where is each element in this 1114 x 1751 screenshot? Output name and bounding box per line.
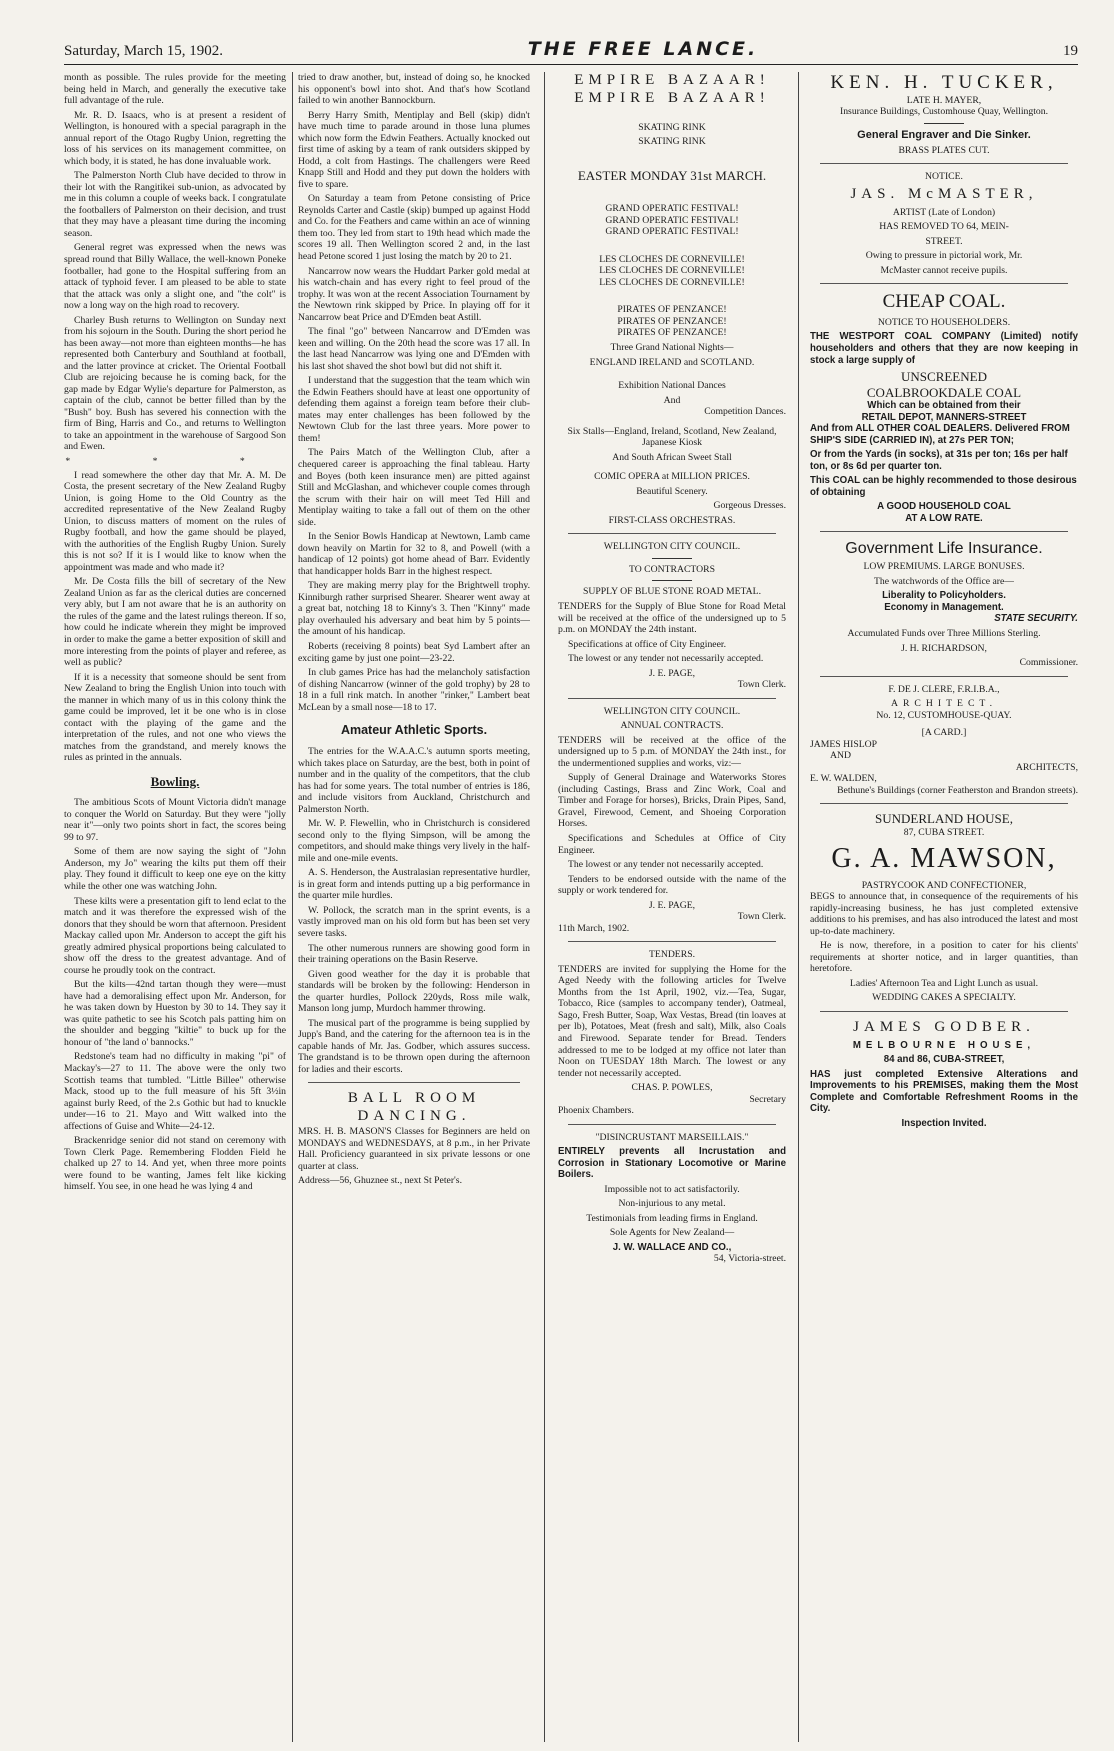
ad-line: LES CLOCHES DE CORNEVILLE! [599, 253, 745, 265]
paragraph: W. Pollock, the scratch man in the sprint events, is a vastly improved man on his old form but has been set very severe tasks. [298, 904, 530, 939]
ad-line: LES CLOCHES DE CORNEVILLE! [599, 265, 745, 277]
ad-line: Beautiful Scenery. [636, 485, 708, 497]
paragraph: Roberts (receiving 8 points) beat Syd Lambert after an exciting game by just one point—23-22. [298, 640, 530, 664]
divider [652, 580, 692, 581]
paragraph: In the Senior Bowls Handicap at Newtown, Lamb came down heavily on Martin for 32 to 8, and Powell (with a handicap of 12 points) got home ahead of Barr. Evidently that handicapper holds Barr in the highest respect. [298, 531, 530, 577]
divider [820, 1011, 1068, 1012]
divider [820, 163, 1068, 164]
ad-line: HAS REMOVED TO 64, MEIN- [879, 221, 1009, 233]
notice-address: Phoenix Chambers. [558, 1105, 634, 1117]
ad-address: Address—56, Ghuznee st., next St Peter's. [298, 1175, 462, 1187]
ad-government-insurance [810, 539, 1078, 668]
divider [820, 531, 1068, 532]
column-bowling-athletics [298, 72, 530, 1742]
notice-text: Specifications at office of City Engineer. [568, 638, 727, 650]
ad-line: Competition Dances. [704, 406, 786, 418]
ad-line: ARTIST (Late of London) [892, 206, 996, 218]
ad-line: WEDDING CAKES A SPECIALTY. [872, 992, 1016, 1004]
paragraph: The other numerous runners are showing good form in their training operations on the Basin Reserve. [298, 942, 530, 966]
paragraph: The final "go" between Nancarrow and D'Emden was keen and willing. On the 20th head the score was 17 all. In the last head Nancarrow was lying one and D'Emden with his last shot shaved the shot bowl but did not shift it. [298, 326, 530, 372]
divider [820, 283, 1068, 284]
ad-line: Impossible not to act satisfactorily. [604, 1183, 740, 1195]
notice-heading: ANNUAL CONTRACTS. [620, 720, 724, 732]
ad-line: AND [830, 750, 851, 762]
ad-line: E. W. WALDEN, [810, 773, 877, 785]
page-number: 19 [1063, 43, 1078, 59]
ad-line: COALBROOKDALE COAL [866, 384, 1022, 400]
paragraph: Mr. De Costa fills the bill of secretary of the New Zealand Union as far as the clerical duties are concerned very ably, but I am not aware that he is an authority on the rules of the game and the latest rulings thereon. If so, how could he indicate wherein they might be improved in order to make the game a better exposition of skill and more interesting from the points of player and referee, as well as public? [64, 576, 286, 669]
column-notices [558, 72, 786, 1742]
newspaper-title: THE FREE LANCE. [527, 38, 759, 60]
divider [568, 698, 776, 699]
ad-heading: Government Life Insurance. [845, 540, 1043, 558]
ad-heading: F. DE J. CLERE, F.R.I.B.A., [888, 683, 1000, 695]
signatory: J. E. PAGE, [648, 667, 696, 679]
column-advertisements [810, 72, 1078, 1742]
ad-heading: KEN. H. TUCKER, [830, 72, 1058, 93]
ad-ballroom-dancing [298, 1090, 530, 1186]
ad-heading: EMPIRE BAZAAR! [574, 89, 770, 106]
ad-line: And South African Sweet Stall [612, 451, 732, 463]
ad-heading: G. A. MAWSON, [831, 843, 1057, 875]
ad-text: THE WESTPORT COAL COMPANY (Limited) notify householders and others that they are now keeping in stock a large supply of [810, 331, 1078, 366]
ad-line: LOW PREMIUMS. LARGE BONUSES. [863, 561, 1025, 573]
ad-line: Commissioner. [1019, 657, 1078, 669]
paragraph: Mr. R. D. Isaacs, who is at present a resident of Wellington, is honoured with a special paragraph in the annual report of the Otago Rugby Union, regretting the loss of his services on its management committee, on which body, it is stated, he has done invaluable work. [64, 109, 286, 167]
notice-heading: WELLINGTON CITY COUNCIL. [603, 705, 741, 717]
paragraph: I read somewhere the other day that Mr. A. M. De Costa, the present secretary of the New Zealand Rugby Union, is going Home to the Old Country as the accredited representative of the New Zealand Rugby Union, to discuss matters of moment on the rules of Rugby football, and how the game should be played, with the authorities of the English Rugby Union. Surely this is not so? If it is I would like to know when the appointment was made and who made it? [64, 469, 286, 573]
ad-line: AT A LOW RATE. [905, 512, 983, 524]
ad-line: Sole Agents for New Zealand— [609, 1227, 735, 1239]
paragraph: These kilts were a presentation gift to lend eclat to the match and it was therefore the expressed wish of the donors that they should be worn that afternoon. President Mackay called upon Mr. Anderson to accept the gift his greatly admired physical proportions being calculated to show off the dress to the greatest advantage. And of course he proudly took on the contract. [64, 895, 286, 976]
notice-text: Supply of General Drainage and Waterworks Stores (including Castings, Brass and Zinc Work, Coal and Timber and Forage for horses), Bricks, Drain Pipes, Sand, Gravel, Firewood, Cement, and Shoeing Corporation Horses. [558, 772, 786, 830]
divider [568, 941, 776, 942]
ad-line: Gorgeous Dresses. [713, 500, 786, 512]
ad-heading: CHEAP COAL. [882, 291, 1006, 313]
signatory: J. E. PAGE, [648, 899, 696, 911]
paragraph: Mr. W. P. Flewellin, who in Christchurch is considered second only to the flying Simpson, will be among the competitors, and should make things very lively in the half-mile and one-mile events. [298, 818, 530, 864]
ad-line: 54, Victoria-street. [713, 1253, 786, 1265]
ad-line: SKATING RINK [638, 136, 706, 148]
ad-line: PASTRYCOOK AND CONFECTIONER, [861, 879, 1027, 891]
paragraph: On Saturday a team from Petone consisting of Price Reynolds Carter and Castle (skip) bumped up against Hodd and Co. for the Feathers and came within an ace of winning them too. They led from start to 19th head which made the scores 19 all. Then Wellington scored 2 and, in the last head Petone scored 1 just losing the match by 20 to 21. [298, 193, 530, 262]
ad-line: Owing to pressure in pictorial work, Mr. [865, 250, 1023, 262]
ad-line: Economy in Management. [884, 601, 1004, 613]
ad-line: Inspection Invited. [901, 1118, 987, 1130]
ad-line: COMIC OPERA at MILLION PRICES. [594, 471, 750, 483]
signatory: CHAS. P. POWLES, [631, 1082, 713, 1094]
ad-line: Three Grand National Nights— [610, 342, 734, 353]
paragraph: The entries for the W.A.A.C.'s autumn sports meeting, which takes place on Saturday, are the best, both in point of number and in the quality of the competitors, that the club has had for some years. The total number of entries is 186, and include visitors from Auckland, Christchurch and Palmerston North. [298, 746, 530, 815]
divider [924, 123, 964, 124]
notice-heading: TENDERS. [648, 949, 695, 961]
divider [820, 676, 1068, 677]
ad-line: JAMES HISLOP [810, 738, 878, 750]
ad-mawson [810, 811, 1078, 1004]
ad-line: [A CARD.] [921, 727, 967, 739]
ad-line: LATE H. MAYER, [906, 94, 982, 106]
ad-heading: JAMES GODBER. [853, 1018, 1035, 1035]
ad-line: STATE SECURITY. [994, 613, 1078, 625]
notice-heading: TO CONTRACTORS [628, 563, 716, 575]
section-break: * * * [65, 456, 285, 467]
notice-date: 11th March, 1902. [558, 922, 630, 934]
ad-line: RETAIL DEPOT, MANNERS-STREET [861, 411, 1027, 423]
ad-line: Ladies' Afternoon Tea and Light Lunch as usual. [849, 977, 1039, 989]
ad-line: J. W. WALLACE AND CO., [612, 1241, 732, 1253]
column-football-bowling [64, 72, 286, 1742]
paragraph: Berry Harry Smith, Mentiplay and Bell (skip) didn't have much time to parade around in those luna plumes which now form the Edwin Feathers. Actually knocked out first time of asking by a team of rank outsiders skipped by Hodd, a colt from Hastings. The challengers were Reed Knapp Still and Hodd and they put down the holders with five to spare. [298, 109, 530, 190]
signatory-title: Town Clerk. [737, 679, 786, 691]
ad-line: General Engraver and Die Sinker. [857, 128, 1031, 141]
ad-line: BRASS PLATES CUT. [898, 144, 990, 156]
ad-line: Insurance Buildings, Customhouse Quay, Wellington. [839, 106, 1049, 118]
ad-line: Accumulated Funds over Three Millions Sterling. [847, 627, 1041, 639]
paragraph: A. S. Henderson, the Australasian representative hurdler, is in great form and intends putting up a big performance in the quarter mile hurdles. [298, 867, 530, 902]
notice-text: TENDERS are invited for supplying the Home for the Aged Needy with the following articles for Twelve Months from the 1st April, 1902, viz.—Tea, Sugar, Tobacco, Rice (samples to accompany tender), Oatmeal, Sago, Fresh Butter, Soap, Wax Vestas, Bread (tin loaves at per lb), Potatoes, Meat (fresh and salt), Milk, also Coals and Firewood. Separate tender for Bread. Tenders addressed to me to be lodged at my office not later than Noon on TUESDAY 18th March. The lowest or any tender not necessarily accepted. [558, 963, 786, 1079]
ad-text: ENTIRELY prevents all Incrustation and Corrosion in Stationary Locomotive or Marine Boilers. [558, 1146, 786, 1181]
paragraph: The Palmerston North Club have decided to throw in their lot with the Rangitikei sub-union, as advocated by me in this column a couple of weeks back. I congratulate the footballers of Palmerston on their decision, and trust that they may have a pleasant time during the incoming season. [64, 170, 286, 239]
ad-line: NOTICE TO HOUSEHOLDERS. [877, 316, 1011, 328]
divider [652, 558, 692, 559]
paragraph: The musical part of the programme is being supplied by Jupp's Band, and the catering for the afternoon tea is in the capable hands of Mr. Jas. Godber, which assures success. The grandstand is to be thrown open during the afternoon for ladies and their escorts. [298, 1017, 530, 1075]
paragraph: But the kilts—42nd tartan though they were—must have had a demoralising effect upon Mr. Anderson, for he was taken down by Hueston by 30 to 14. They say it was quite pathetic to see his Scotch pals patting him on the shoulder and begging "kiltie" to buck up for the honour of "the land o' bannocks." [64, 979, 286, 1048]
notice-text: Specifications and Schedules at Office of City Engineer. [558, 833, 786, 856]
section-heading-athletics: Amateur Athletic Sports. [340, 723, 488, 738]
signatory-title: Secretary [749, 1093, 786, 1105]
ad-line: PIRATES OF PENZANCE! [617, 304, 727, 316]
paragraph: tried to draw another, but, instead of doing so, he knocked his opponent's bowl into shot. And that's how Scotland failed to win another Bannockburn. [298, 72, 530, 107]
ad-cheap-coal [810, 291, 1078, 524]
issue-date: Saturday, March 15, 1902. [64, 43, 223, 59]
ad-line: Bethune's Buildings (corner Featherston and Brandon streets). [837, 784, 1078, 796]
ad-line: 87, CUBA STREET. [903, 826, 985, 838]
ad-text: BEGS to announce that, in consequence of the requirements of his rapidly-increasing business, he has just completed extensive additions to his premises, and has also introduced the latest and most up-to-date machinery. [810, 891, 1078, 937]
ad-line: GRAND OPERATIC FESTIVAL! [605, 226, 739, 238]
ad-text: MRS. H. B. MASON'S Classes for Beginners are held on MONDAYS and WEDNESDAYS, at 8 p.m., in her Private Hall. Proficiency guaranteed in six private lessons or one quarter at class. [298, 1126, 530, 1172]
ad-line: A GOOD HOUSEHOLD COAL [877, 501, 1011, 513]
ad-heading: "DISINCRUSTANT MARSEILLAIS." [595, 1131, 749, 1143]
ad-line: And [663, 394, 681, 406]
paragraph: The ambitious Scots of Mount Victoria didn't manage to conquer the World on Saturday. But they were "jolly near it"—only two points short in fact, the scores being 99 to 97. [64, 797, 286, 843]
ad-line: EASTER MONDAY 31st MARCH. [577, 167, 767, 183]
ad-line: Six Stalls—England, Ireland, Scotland, New Zealand, Japanese Kiosk [567, 425, 777, 449]
paragraph: Nancarrow now wears the Huddart Parker gold medal at his watch-chain and has every right to feel proud of the trophy. It was won at the recent Association Tournament by the Newtown rink skipped by Price. In playing off for it Nancarrow beat Price and D'Emden beat Astill. [298, 265, 530, 323]
paragraph: In club games Price has had the melancholy satisfaction of dishing Nancarrow (winner of the gold trophy) by 28 to 18 in a full rink match. In another "rinker," Lambert beat McLean by a small nose—18 to 17. [298, 667, 530, 713]
paragraph: If it is a necessity that someone should be sent from New Zealand to bring the English Union into touch with the manner in which many of us in this colony think the game could be improved, let it be one who is in close contact with the playing of the game and the interpretation of the rules, and not one who views the matches from the grandstand, and merely knows the rules as printed in the annuals. [64, 671, 286, 764]
ad-line: Liberality to Policyholders. [882, 590, 1006, 602]
ad-text: Or from the Yards (in socks), at 31s per ton; 16s per half ton, or 8s 6d per quarter ton. [810, 449, 1068, 472]
ad-line: ARCHITECTS, [1015, 761, 1078, 773]
ad-empire-bazaar [558, 72, 786, 526]
paragraph: Some of them are now saying the sight of "John Anderson, my Jo" wearing the kilts put them off their play. They found it difficult to keep one eye on the kitty while the other one was watching John. [64, 846, 286, 892]
ad-line: The watchwords of the Office are— [874, 575, 1014, 587]
ad-heading: BALL ROOM DANCING. [347, 1090, 481, 1125]
notice-text: The lowest or any tender not necessarily accepted. [568, 859, 764, 871]
notice-heading: SUPPLY OF BLUE STONE ROAD METAL. [582, 586, 762, 598]
ad-clere-architect [810, 684, 1078, 722]
ad-godber [810, 1019, 1078, 1130]
notice-heading: WELLINGTON CITY COUNCIL. [603, 541, 741, 553]
ad-line: MELBOURNE HOUSE, [852, 1039, 1036, 1051]
notice-text: TENDERS for the Supply of Blue Stone for Road Metal will be received at the office of the undersigned up to 5 p.m. on MONDAY the 24th instant. [558, 600, 786, 636]
paragraph: Given good weather for the day it is probable that standards will be broken by the following: Henderson in the quarter hurdles, Pollock 220yds, Ross mile walk, Manson long jump, Murdoch hammer throwing. [298, 968, 530, 1015]
ad-tucker [810, 72, 1078, 156]
masthead [64, 38, 1078, 65]
ad-heading: JAS. McMASTER, [850, 185, 1038, 202]
paragraph: month as possible. The rules provide for the meeting being held in March, and generally the executive take full advantage of the rule. [64, 72, 286, 107]
notice-text: The lowest or any tender not necessarily accepted. [568, 653, 764, 665]
ad-line: GRAND OPERATIC FESTIVAL! [605, 203, 739, 215]
ad-line: Testimonials from leading firms in England. [586, 1212, 758, 1224]
ad-line: J. H. RICHARDSON, [901, 642, 987, 654]
ad-line: SUNDERLAND HOUSE, [875, 811, 1013, 827]
ad-line: STREET. [925, 235, 963, 247]
ad-line: UNSCREENED [901, 369, 987, 385]
paragraph: They are making merry play for the Brightwell trophy. Kinniburgh rather surprised Shearer. Shearer went away at a great bat, notching 18 to Kinny's 3. Then "Kinny" made play overhauled his adversary and beat him by 5 points—the amount of his handicap. [298, 580, 530, 638]
ad-line: LES CLOCHES DE CORNEVILLE! [599, 276, 745, 288]
notice-road-metal [558, 541, 786, 690]
ad-heading: NOTICE. [925, 171, 963, 183]
ad-line: McMaster cannot receive pupils. [880, 264, 1008, 276]
column-rule [798, 72, 799, 1742]
section-heading-bowling: Bowling. [150, 773, 200, 789]
ad-line: SKATING RINK [638, 121, 706, 133]
ad-line: Which can be obtained from their [867, 399, 1021, 411]
divider [820, 803, 1068, 804]
ad-text: And from ALL OTHER COAL DEALERS. Delivered FROM SHIP'S SIDE (CARRIED IN), at 27s PER TON; [810, 423, 1070, 446]
notice-text: TENDERS will be received at the office of the undersigned up to 5 p.m. of MONDAY the 24th inst., for the undermentioned supplies and works, viz:— [558, 734, 786, 769]
notice-text: Tenders to be endorsed outside with the name of the supply or work tendered for. [558, 873, 786, 897]
signatory-title: Town Clerk. [737, 911, 786, 923]
ad-hislop-walden [810, 727, 1078, 796]
ad-text: HAS just completed Extensive Alterations and Improvements to his PREMISES, making them the Most Complete and Comfortable Refreshment Rooms in the City. [810, 1068, 1078, 1115]
ad-mcmaster [810, 171, 1078, 276]
ad-text: He is now, therefore, in a position to cater for his clients' requirements at shorter notice, and in larger quantities, than heretofore. [810, 940, 1078, 975]
paragraph: Redstone's team had no difficulty in making "pi" of Mackay's—27 to 11. The above were the only two Scottish teams that tumbled. "Little Billee" otherwise Mack, stood up to the full measure of his 5ft 3½in against burly Reed, of the 2.s Gothic but had to knuckle under—16 to 21. Mayo and Witt walked into the affections of Guise and White—24-12. [64, 1051, 286, 1132]
ad-disincrustant [558, 1132, 786, 1265]
ad-heading: EMPIRE BAZAAR! [574, 72, 770, 88]
ad-line: No. 12, CUSTOMHOUSE-QUAY. [876, 709, 1012, 721]
ad-line: Exhibition National Dances [618, 380, 726, 392]
ad-text: This COAL can be highly recommended to those desirous of obtaining [810, 475, 1077, 498]
divider [568, 1124, 776, 1125]
notice-annual-contracts [558, 706, 786, 935]
ad-line: PIRATES OF PENZANCE! [617, 315, 727, 327]
ad-line: FIRST-CLASS ORCHESTRAS. [608, 514, 736, 526]
ad-line: PIRATES OF PENZANCE! [617, 327, 727, 339]
column-rule [544, 72, 545, 1742]
column-rule [292, 72, 293, 1742]
notice-tenders [558, 949, 786, 1116]
ad-line: GRAND OPERATIC FESTIVAL! [605, 214, 739, 226]
ad-line: ENGLAND IRELAND and SCOTLAND. [589, 356, 755, 368]
paragraph: The Pairs Match of the Wellington Club, after a chequered career is approaching the final tableau. Harty and Boyes (both keen insurance men) are pitted against Still and McGlashan, and whichever couple comes through the scrum with their hair on will meet Ted Hill and Mentiplay waiting to take a fall out of them on the other side. [298, 447, 530, 528]
ad-line: Non-injurious to any metal. [618, 1198, 726, 1210]
paragraph: Brackenridge senior did not stand on ceremony with Town Clerk Page. Remembering Flodden Field he chalked up 27 to 14. And yet, when three more points were found to be wanting, James felt like kicking himself. You see, in one head he was lying 4 and [64, 1135, 286, 1193]
paragraph: General regret was expressed when the news was spread round that Billy Wallace, the well-known Poneke footballer, had gone to the Hospital suffering from an attack of typhoid fever. I am pleased to be able to state that the attack was only a slight one, and "the colt" is now a long way on the high road to recovery. [64, 242, 286, 312]
divider [308, 1082, 520, 1083]
paragraph: Charley Bush returns to Wellington on Sunday next from his sojourn in the South. During the short period he has been away—not more than eighteen months—he has represented both Canterbury and Southland at football, and the latter province at cricket. The Oriental Football Club are rejoicing because he is coming back, for the gap made by Edgar Wylie's departure for Palmerston, as captain of the club, cannot be better filled than by the "Bush" boy. Bush has severed his connection with the firm of Bing, Harris and Co., and returns to Wellington to take an appointment in the warehouse of Sargood Son and Ewen. [64, 314, 286, 453]
ad-line: ARCHITECT. [890, 698, 998, 710]
paragraph: I understand that the suggestion that the team which win the Edwin Feathers should have at least one opportunity of defending them against a foreign team before their club-mates may enter challenges has been followed by the Newtown Club for the last three years. More power to them! [298, 375, 530, 444]
ad-line: 84 and 86, CUBA-STREET, [883, 1054, 1005, 1066]
divider [568, 533, 776, 534]
